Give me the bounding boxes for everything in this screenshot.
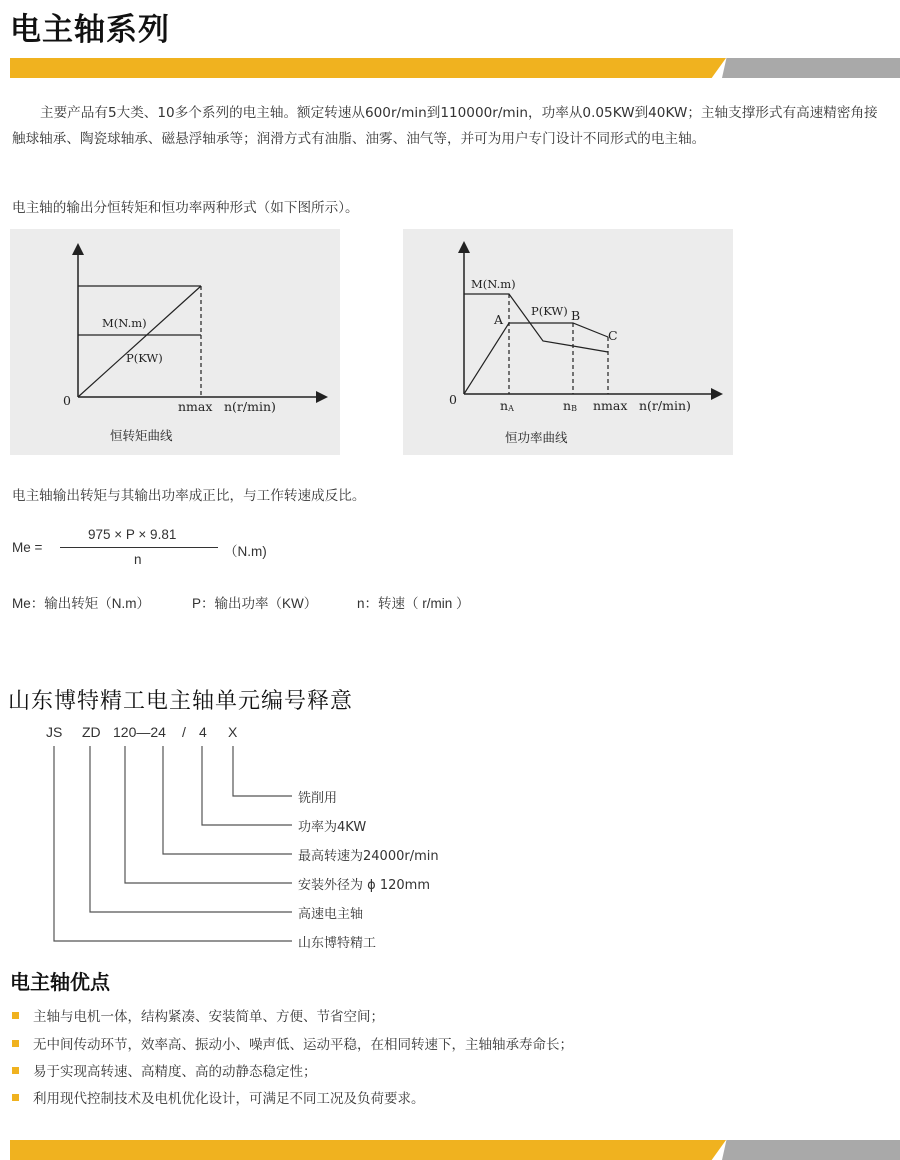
- constant-power-diagram: [403, 229, 733, 455]
- advantage-item: 主轴与电机一体，结构紧凑、安装简单、方便、节省空间；: [12, 1005, 892, 1025]
- connector-diameter: [125, 746, 292, 883]
- advantages-title: 电主轴优点: [10, 970, 110, 994]
- connector-zd: [90, 746, 292, 912]
- code-part-x: X: [228, 724, 238, 740]
- intro-paragraph: 主要产品有5大类、10多个系列的电主轴。额定转速从600r/min到110000r/min，功率从0.05KW到40KW；主轴支撑形式有高速精密角接触球轴承、陶瓷球轴承、磁悬浮轴承等；润滑方式有油脂、油雾、油气等，并可为用户专门设计不同形式的电主轴。: [12, 105, 878, 147]
- code-part-size: 120—24: [113, 724, 166, 740]
- constant-torque-diagram: [10, 229, 340, 455]
- legend-me: Me：输出转矩（N.m）: [12, 596, 150, 611]
- fraction-bar: [60, 547, 218, 548]
- formula-numerator: 975 × P × 9.81: [88, 527, 177, 542]
- code-part-slash: /: [182, 724, 186, 740]
- m-label: M(N.m): [471, 277, 516, 291]
- m-label: M(N.m): [102, 316, 147, 330]
- advantage-item: 易于实现高转速、高精度、高的动静态稳定性；: [12, 1060, 892, 1080]
- footer-divider-bar: [10, 1140, 900, 1160]
- bullet-square-icon: [12, 1012, 19, 1019]
- constant-torque-caption: 恒转矩曲线: [110, 428, 173, 443]
- na-label: nA: [500, 398, 514, 413]
- connector-power: [202, 746, 292, 825]
- code-part-zd: ZD: [82, 724, 101, 740]
- code-label-speed: 最高转速为24000r/min: [298, 849, 439, 864]
- power-line: [78, 286, 201, 397]
- nmax-label: nmax: [593, 398, 628, 413]
- title-divider-bar: [10, 58, 900, 78]
- connector-x: [233, 746, 292, 796]
- constant-power-caption: 恒功率曲线: [505, 430, 568, 445]
- origin-label: 0: [63, 393, 71, 408]
- constant-power-chart: [403, 229, 733, 455]
- code-label-diameter: 安装外径为 ϕ 120mm: [298, 878, 430, 893]
- bullet-square-icon: [12, 1040, 19, 1047]
- output-intro-text: 电主轴的输出分恒转矩和恒功率两种形式（如下图所示）。: [12, 200, 359, 216]
- x-axis-label: n(r/min): [639, 398, 691, 413]
- formula-unit: （N.m): [224, 544, 267, 559]
- point-a-label: A: [494, 312, 504, 327]
- origin-label: 0: [449, 392, 457, 407]
- nb-label: nB: [563, 398, 577, 413]
- legend-p: P：输出功率（KW）: [192, 596, 318, 611]
- bullet-square-icon: [12, 1067, 19, 1074]
- connector-speed: [163, 746, 292, 854]
- code-part-js: JS: [46, 724, 63, 740]
- legend-n: n：转速（ r/min ）: [357, 596, 470, 611]
- p-label: P(KW): [531, 304, 568, 318]
- formula-denominator: n: [134, 552, 142, 567]
- nmax-label: nmax: [178, 399, 213, 414]
- constant-torque-chart: [10, 229, 340, 455]
- code-label-maker: 山东博特精工: [298, 936, 377, 951]
- advantage-item: 无中间传动环节，效率高、振动小、噪声低、运动平稳，在相同转速下，主轴轴承寿命长；: [12, 1033, 892, 1053]
- x-axis-label: n(r/min): [224, 399, 276, 414]
- advantage-item: 利用现代控制技术及电机优化设计，可满足不同工况及负荷要求。: [12, 1087, 892, 1107]
- point-b-label: B: [571, 308, 581, 323]
- formula-lhs: Me =: [12, 540, 43, 555]
- code-section-title: 山东博特精工电主轴单元编号释意: [8, 689, 354, 714]
- code-label-power: 功率为4KW: [298, 820, 367, 835]
- code-connector-lines: [0, 740, 300, 946]
- power-curve: [464, 323, 608, 394]
- point-c-label: C: [608, 328, 618, 343]
- bullet-square-icon: [12, 1094, 19, 1101]
- page-title: 电主轴系列: [10, 12, 170, 48]
- relation-text: 电主轴输出转矩与其输出功率成正比，与工作转速成反比。: [12, 488, 366, 504]
- code-label-milling: 铣削用: [298, 791, 338, 806]
- code-label-type: 高速电主轴: [298, 907, 364, 922]
- code-part-power: 4: [199, 724, 207, 740]
- p-label: P(KW): [126, 351, 163, 365]
